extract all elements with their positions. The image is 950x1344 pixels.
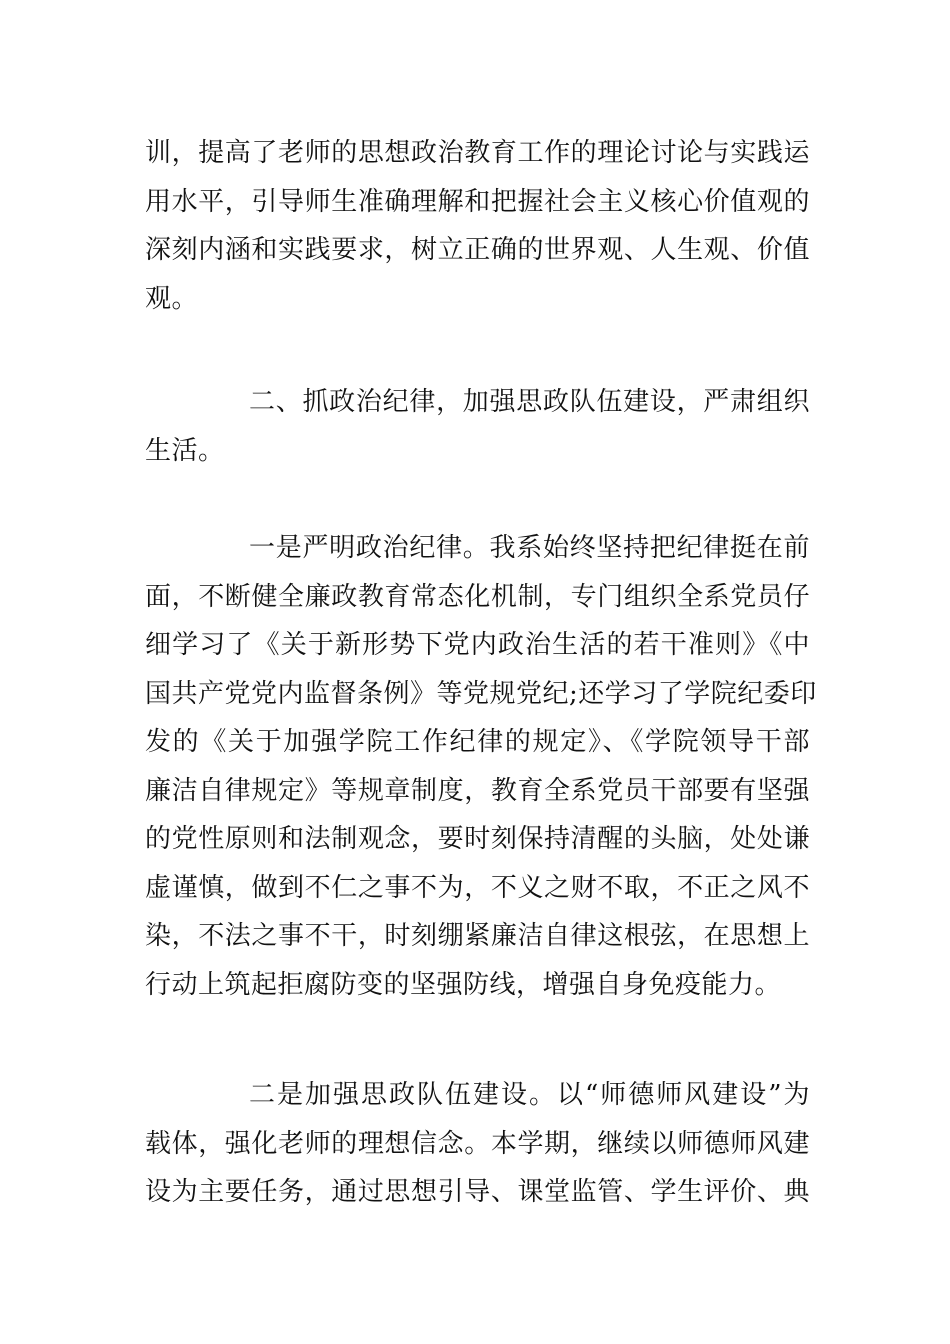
- section-heading-paragraph: [145, 378, 810, 475]
- text-line: 面，不断健全廉政教育常态化机制，专门组织全系党员仔: [145, 581, 810, 612]
- text-line: 廉洁自律规定》等规章制度，教育全系党员干部要有坚强: [145, 775, 810, 806]
- paragraph-political-discipline: [145, 524, 817, 1009]
- text-line: 设为主要任务，通过思想引导、课堂监管、学生评价、典: [145, 1177, 810, 1207]
- text-line: 生活。: [145, 435, 225, 466]
- text-line: 行动上筑起拒腐防变的坚强防线，增强自身免疫能力。: [145, 969, 782, 1000]
- text-line: 载体，强化老师的理想信念。本学期，继续以师德师风建: [145, 1128, 810, 1159]
- text-line: 发的《关于加强学院工作纪律的规定》、《学院领导干部: [145, 727, 810, 757]
- text-line: 虚谨慎，做到不仁之事不为，不义之财不取，不正之风不: [145, 872, 810, 903]
- text-line: 细学习了《关于新形势下党内政治生活的若干准则》《中: [145, 630, 810, 660]
- text-line: 一是严明政治纪律。我系始终坚持把纪律挺在前: [249, 533, 810, 563]
- text-line: 训，提高了老师的思想政治教育工作的理论讨论与实践运: [145, 138, 810, 168]
- text-line: 深刻内涵和实践要求，树立正确的世界观、人生观、价值: [145, 235, 810, 265]
- text-line: 染，不法之事不干，时刻绷紧廉洁自律这根弦，在思想上: [145, 921, 810, 951]
- text-line: 用水平，引导师生准确理解和把握社会主义核心价值观的: [145, 186, 810, 217]
- text-line: 国共产党党内监督条例》等党规党纪;还学习了学院纪委印: [145, 678, 817, 709]
- text-line: 的党性原则和法制观念，要时刻保持清醒的头脑，处处谦: [145, 824, 810, 854]
- text-line: 观。: [145, 283, 199, 314]
- paragraph-team-building: [145, 1071, 810, 1217]
- text-line: 二、抓政治纪律，加强思政队伍建设，严肃组织: [249, 387, 810, 417]
- text-line: 二是加强思政队伍建设。以“师德师风建设”为: [249, 1080, 810, 1110]
- paragraph-continuation: [145, 129, 810, 323]
